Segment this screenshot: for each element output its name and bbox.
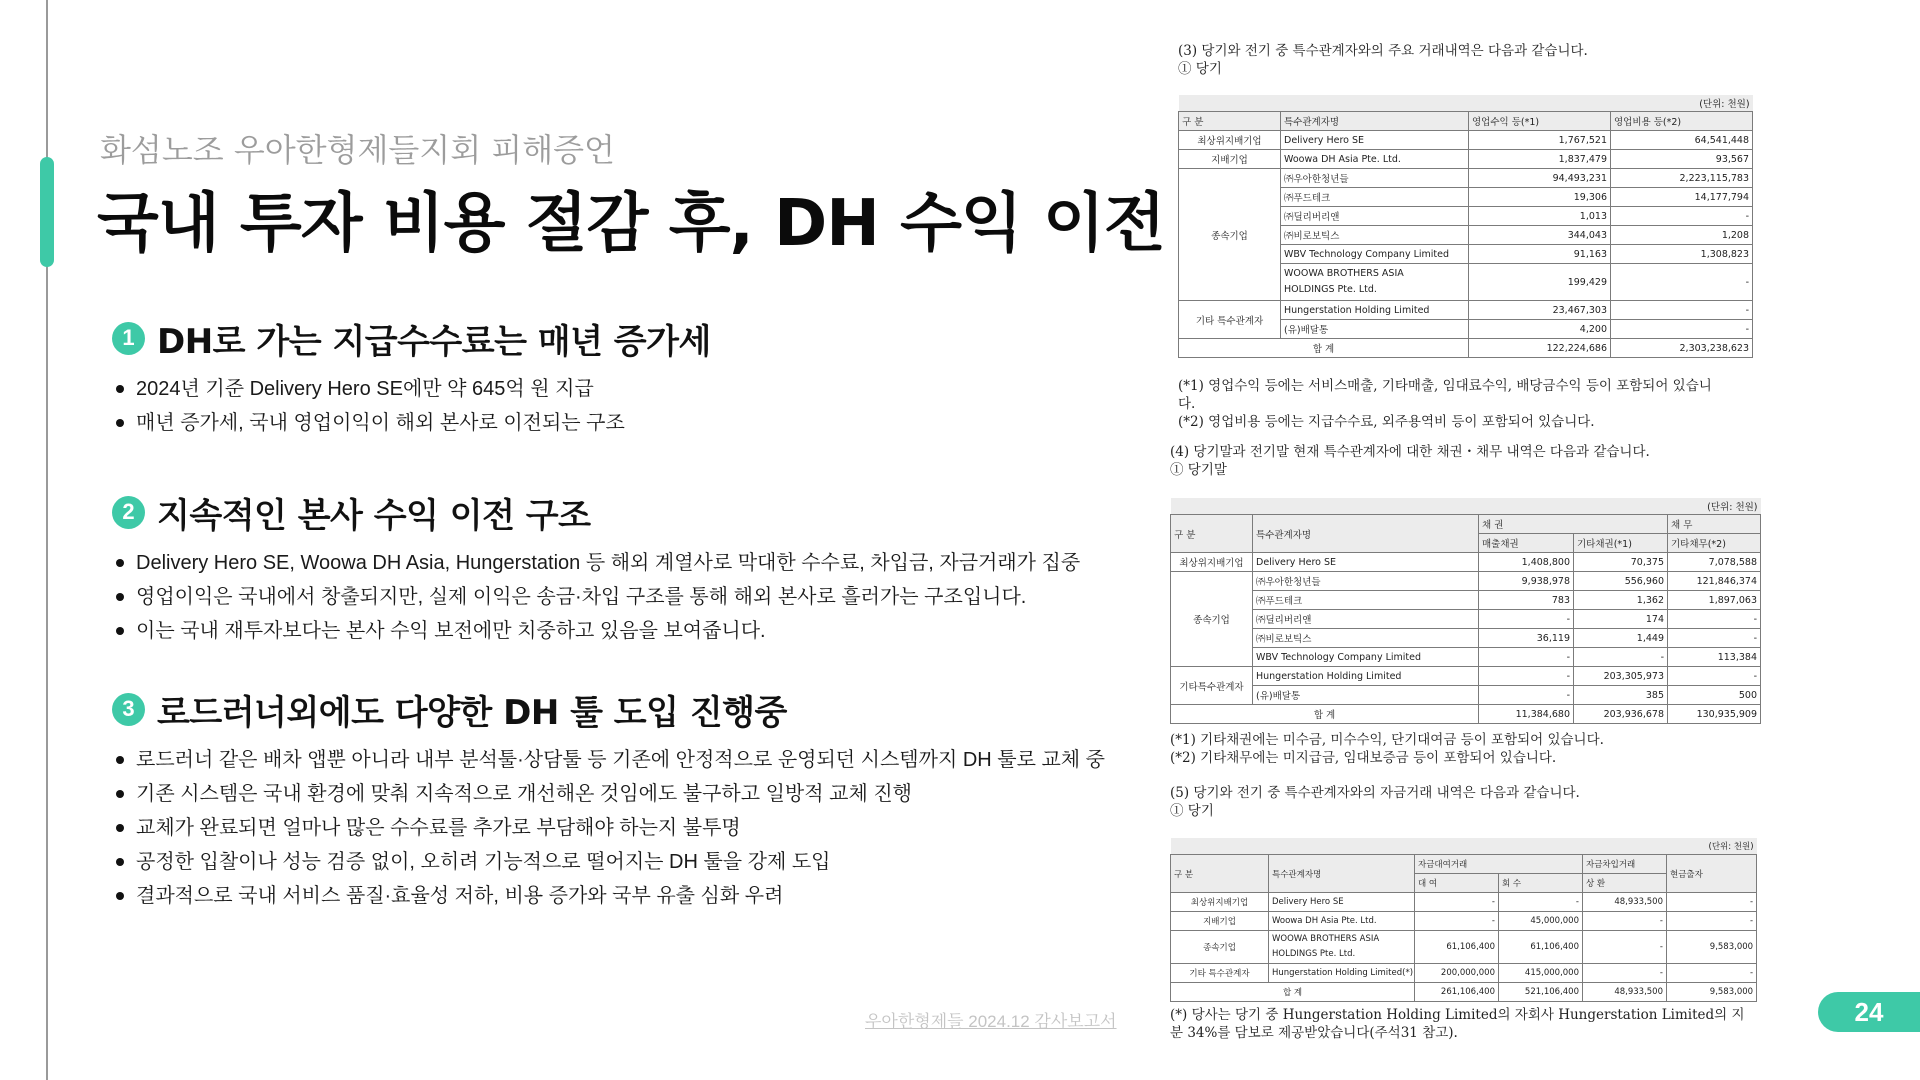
value-cell: 1,013 [1469,207,1611,226]
total-value: 521,106,400 [1499,983,1583,1002]
value-cell: 94,493,231 [1469,169,1611,188]
name-cell [1269,931,1415,964]
report-text-line: (4) 당기말과 전기말 현재 특수관계자에 대한 채권・채무 내역은 다음과 같습니다. [1170,444,1650,460]
table-header-cell: 채 무 [1668,515,1761,534]
section-number-badge: 2 [112,496,145,529]
value-cell: 113,384 [1668,648,1761,667]
bullet-item: Delivery Hero SE, Woowa DH Asia, Hungerstation 등 해외 계열사로 막대한 수수료, 차입금, 자금거래가 집중 [112,546,1112,580]
name-cell: (유)배달통 [1253,686,1479,705]
table-row [1179,169,1753,188]
value-cell: - [1574,648,1668,667]
slide-subtitle: 화섬노조 우아한형제들지회 피해증언 [100,131,615,169]
report-text-line: 다. [1178,396,1196,412]
slide-title: 국내 투자 비용 절감 후, DH 수익 이전 [97,187,1165,261]
receivables-payables-table [1170,498,1761,724]
table-header-cell: 기타채무(*2) [1668,534,1761,553]
report-text-line: 분 34%를 담보로 제공받았습니다(주석31 참고). [1170,1025,1458,1041]
table-header-cell: 상 환 [1583,874,1667,893]
report-notes-1 [1178,377,1712,431]
table-total-row [1171,983,1757,1002]
value-cell: - [1583,931,1667,964]
table-header-cell: 현금출자 [1667,855,1757,893]
value-cell: 1,408,800 [1479,553,1574,572]
group-cell: 최상위지배기업 [1179,131,1281,150]
section-heading: 지속적인 본사 수익 이전 구조 [157,495,591,536]
table-header-cell: 대 여 [1415,874,1499,893]
table-row [1171,629,1761,648]
bullet-item: 교체가 완료되면 얼마나 많은 수수료를 추가로 부담해야 하는지 불투명 [112,811,1112,845]
name-cell: ㈜딜리버리앤 [1281,207,1469,226]
table-total-row [1179,339,1753,358]
bullet-item: 매년 증가세, 국내 영업이익이 해외 본사로 이전되는 구조 [112,406,1112,440]
table-row [1171,591,1761,610]
value-cell: 7,078,588 [1668,553,1761,572]
value-cell: 203,305,973 [1574,667,1668,686]
value-cell: 344,043 [1469,226,1611,245]
name-cell: Delivery Hero SE [1269,893,1415,912]
table-header-cell: 구 분 [1171,855,1269,893]
name-cell: ㈜비로보틱스 [1253,629,1479,648]
section-2-header [112,490,1112,534]
value-cell: 64,541,448 [1611,131,1753,150]
value-cell: - [1611,207,1753,226]
name-cell: WBV Technology Company Limited [1253,648,1479,667]
value-cell: - [1479,648,1574,667]
total-value: 130,935,909 [1668,705,1761,724]
group-cell: 지배기업 [1171,912,1269,931]
name-line: HOLDINGS Pte. Ltd. [1284,284,1377,295]
name-cell: Hungerstation Holding Limited [1281,301,1469,320]
table-row [1179,301,1753,320]
value-cell: 23,467,303 [1469,301,1611,320]
value-cell: 45,000,000 [1499,912,1583,931]
unit-label: (단위: 천원) [1179,95,1753,112]
value-cell: - [1611,301,1753,320]
value-cell: 36,119 [1479,629,1574,648]
table-header-cell: 영업수익 등(*1) [1469,112,1611,131]
table-row [1171,610,1761,629]
unit-label: (단위: 천원) [1171,838,1757,855]
value-cell: - [1668,667,1761,686]
value-cell: 9,583,000 [1667,931,1757,964]
group-cell: 종속기업 [1171,572,1253,667]
value-cell: 1,308,823 [1611,245,1753,264]
name-cell: Delivery Hero SE [1281,131,1469,150]
value-cell: - [1668,629,1761,648]
section-3-header [112,687,1112,731]
report-text-line: ① 당기 [1170,803,1214,819]
page-number-badge: 24 [1818,992,1920,1032]
group-cell: 기타특수관계자 [1171,667,1253,705]
section-1 [112,316,1112,440]
name-cell: ㈜푸드테크 [1253,591,1479,610]
report-text-line: ① 당기 [1178,61,1222,77]
report-intro-3 [1178,42,1588,78]
report-text-line: (5) 당기와 전기 중 특수관계자와의 자금거래 내역은 다음과 같습니다. [1170,785,1580,801]
total-value: 261,106,400 [1415,983,1499,1002]
report-text-line: (*2) 기타채무에는 미지급금, 임대보증금 등이 포함되어 있습니다. [1170,750,1557,766]
value-cell: - [1667,893,1757,912]
table-header-cell: 특수관계자명 [1253,515,1479,553]
table-row [1179,131,1753,150]
table-row [1179,150,1753,169]
section-heading: 로드러너외에도 다양한 DH 툴 도입 진행중 [157,692,787,733]
value-cell: 1,897,063 [1668,591,1761,610]
report-text-line: (*1) 기타채권에는 미수금, 미수수익, 단기대여금 등이 포함되어 있습니다. [1170,732,1604,748]
value-cell: - [1668,610,1761,629]
bullet-item: 영업이익은 국내에서 창출되지만, 실제 이익은 송금·차입 구조를 통해 해외 본사로 흘러가는 구조입니다. [112,580,1112,614]
total-value: 9,583,000 [1667,983,1757,1002]
value-cell: - [1667,912,1757,931]
group-cell: 최상위지배기업 [1171,553,1253,572]
value-cell: 1,362 [1574,591,1668,610]
table-header-cell: 자금차입거래 [1583,855,1667,874]
name-cell: Woowa DH Asia Pte. Ltd. [1281,150,1469,169]
value-cell: - [1499,893,1583,912]
bullet-item: 로드러너 같은 배차 앱뿐 아니라 내부 분석툴·상담툴 등 기존에 안정적으로 운영되던 시스템까지 DH 툴로 교체 중 [112,743,1112,777]
table-row [1171,931,1757,964]
bullet-item: 이는 국내 재투자보다는 본사 수익 보전에만 치중하고 있음을 보여줍니다. [112,614,1112,648]
name-cell: Delivery Hero SE [1253,553,1479,572]
name-cell [1281,264,1469,301]
table-row [1171,893,1757,912]
value-cell: 14,177,794 [1611,188,1753,207]
table-row [1171,912,1757,931]
value-cell: 1,449 [1574,629,1668,648]
report-intro-4 [1170,443,1650,479]
group-cell: 지배기업 [1179,150,1281,169]
section-2 [112,490,1112,648]
table-header-cell: 회 수 [1499,874,1583,893]
total-value: 122,224,686 [1469,339,1611,358]
value-cell: 1,767,521 [1469,131,1611,150]
name-cell: (유)배달통 [1281,320,1469,339]
name-cell: ㈜우아한청년들 [1281,169,1469,188]
value-cell: - [1415,912,1499,931]
title-accent-bar [40,157,54,267]
value-cell: 48,933,500 [1583,893,1667,912]
bullet-item: 결과적으로 국내 서비스 품질·효율성 저하, 비용 증가와 국부 유출 심화 우려 [112,879,1112,913]
bullet-item: 2024년 기준 Delivery Hero SE에만 약 645억 원 지급 [112,372,1112,406]
table-row [1171,667,1761,686]
name-line: WOOWA BROTHERS ASIA [1272,934,1380,944]
value-cell: 556,960 [1574,572,1668,591]
value-cell: - [1583,912,1667,931]
table-header-cell: 매출채권 [1479,534,1574,553]
name-line: HOLDINGS Pte. Ltd. [1272,949,1356,959]
value-cell: 4,200 [1469,320,1611,339]
report-text-line: (3) 당기와 전기 중 특수관계자와의 주요 거래내역은 다음과 같습니다. [1178,43,1588,59]
related-party-transactions-table [1178,95,1753,358]
name-line: WOOWA BROTHERS ASIA [1284,268,1404,279]
table-header-cell: 영업비용 등(*2) [1611,112,1753,131]
value-cell: - [1479,610,1574,629]
section-number-badge: 3 [112,693,145,726]
total-label: 합 계 [1171,983,1415,1002]
value-cell: 9,938,978 [1479,572,1574,591]
bullet-list [112,743,1112,913]
value-cell: 415,000,000 [1499,964,1583,983]
table-header-cell: 기타채권(*1) [1574,534,1668,553]
bullet-list [112,372,1112,440]
bullet-list [112,546,1112,648]
table-row [1171,648,1761,667]
value-cell: 121,846,374 [1668,572,1761,591]
total-value: 203,936,678 [1574,705,1668,724]
table-header-cell: 채 권 [1479,515,1668,534]
name-cell: ㈜비로보틱스 [1281,226,1469,245]
value-cell: 91,163 [1469,245,1611,264]
table-header-cell: 구 분 [1171,515,1253,553]
unit-label: (단위: 천원) [1171,498,1761,515]
name-cell: Woowa DH Asia Pte. Ltd. [1269,912,1415,931]
source-link[interactable]: 우아한형제들 2024.12 감사보고서 [865,1012,1117,1031]
value-cell: - [1611,320,1753,339]
name-cell: ㈜딜리버리앤 [1253,610,1479,629]
section-1-header [112,316,1112,360]
value-cell: - [1611,264,1753,301]
table-header-cell: 특수관계자명 [1281,112,1469,131]
group-cell: 기타 특수관계자 [1171,964,1269,983]
name-cell: ㈜푸드테크 [1281,188,1469,207]
name-cell: WBV Technology Company Limited [1281,245,1469,264]
report-text-line: ① 당기말 [1170,462,1227,478]
total-value: 48,933,500 [1583,983,1667,1002]
name-cell: Hungerstation Holding Limited [1253,667,1479,686]
total-value: 11,384,680 [1479,705,1574,724]
group-cell: 종속기업 [1179,169,1281,301]
value-cell: - [1583,964,1667,983]
value-cell: 19,306 [1469,188,1611,207]
report-intro-5 [1170,784,1580,820]
name-cell: Hungerstation Holding Limited(*) [1269,964,1415,983]
value-cell: 61,106,400 [1415,931,1499,964]
section-3 [112,687,1112,913]
value-cell: 174 [1574,610,1668,629]
report-text-line: (*) 당사는 당기 중 Hungerstation Holding Limited의 자회사 Hungerstation Limited의 지 [1170,1007,1745,1023]
group-cell: 최상위지배기업 [1171,893,1269,912]
table-total-row [1171,705,1761,724]
report-text-line: (*1) 영업수익 등에는 서비스매출, 기타매출, 임대료수익, 배당금수익 등이 포함되어 있습니 [1178,378,1712,394]
value-cell: - [1479,667,1574,686]
group-cell: 기타 특수관계자 [1179,301,1281,339]
section-number-badge: 1 [112,322,145,355]
value-cell: 2,223,115,783 [1611,169,1753,188]
bullet-item: 기존 시스템은 국내 환경에 맞춰 지속적으로 개선해온 것임에도 불구하고 일방적 교체 진행 [112,777,1112,811]
report-notes-2 [1170,731,1604,767]
value-cell: - [1667,964,1757,983]
value-cell: 783 [1479,591,1574,610]
value-cell: - [1415,893,1499,912]
total-value: 2,303,238,623 [1611,339,1753,358]
value-cell: - [1479,686,1574,705]
value-cell: 199,429 [1469,264,1611,301]
total-label: 합 계 [1171,705,1479,724]
value-cell: 200,000,000 [1415,964,1499,983]
report-text-line: (*2) 영업비용 등에는 지급수수료, 외주용역비 등이 포함되어 있습니다. [1178,414,1595,430]
section-heading: DH로 가는 지급수수료는 매년 증가세 [157,321,711,362]
table-row [1171,572,1761,591]
value-cell: 61,106,400 [1499,931,1583,964]
value-cell: 385 [1574,686,1668,705]
name-cell: ㈜우아한청년들 [1253,572,1479,591]
value-cell: 1,837,479 [1469,150,1611,169]
table-header-cell: 특수관계자명 [1269,855,1415,893]
report-notes-3 [1170,1006,1745,1042]
table-header-cell: 자금대여거래 [1415,855,1583,874]
group-cell: 종속기업 [1171,931,1269,964]
table-row [1171,964,1757,983]
table-row [1171,553,1761,572]
value-cell: 1,208 [1611,226,1753,245]
total-label: 합 계 [1179,339,1469,358]
table-row [1171,686,1761,705]
bullet-item: 공정한 입찰이나 성능 검증 없이, 오히려 기능적으로 떨어지는 DH 툴을 강제 도입 [112,845,1112,879]
value-cell: 93,567 [1611,150,1753,169]
fund-transactions-table [1170,838,1757,1002]
value-cell: 70,375 [1574,553,1668,572]
table-header-cell: 구 분 [1179,112,1281,131]
value-cell: 500 [1668,686,1761,705]
